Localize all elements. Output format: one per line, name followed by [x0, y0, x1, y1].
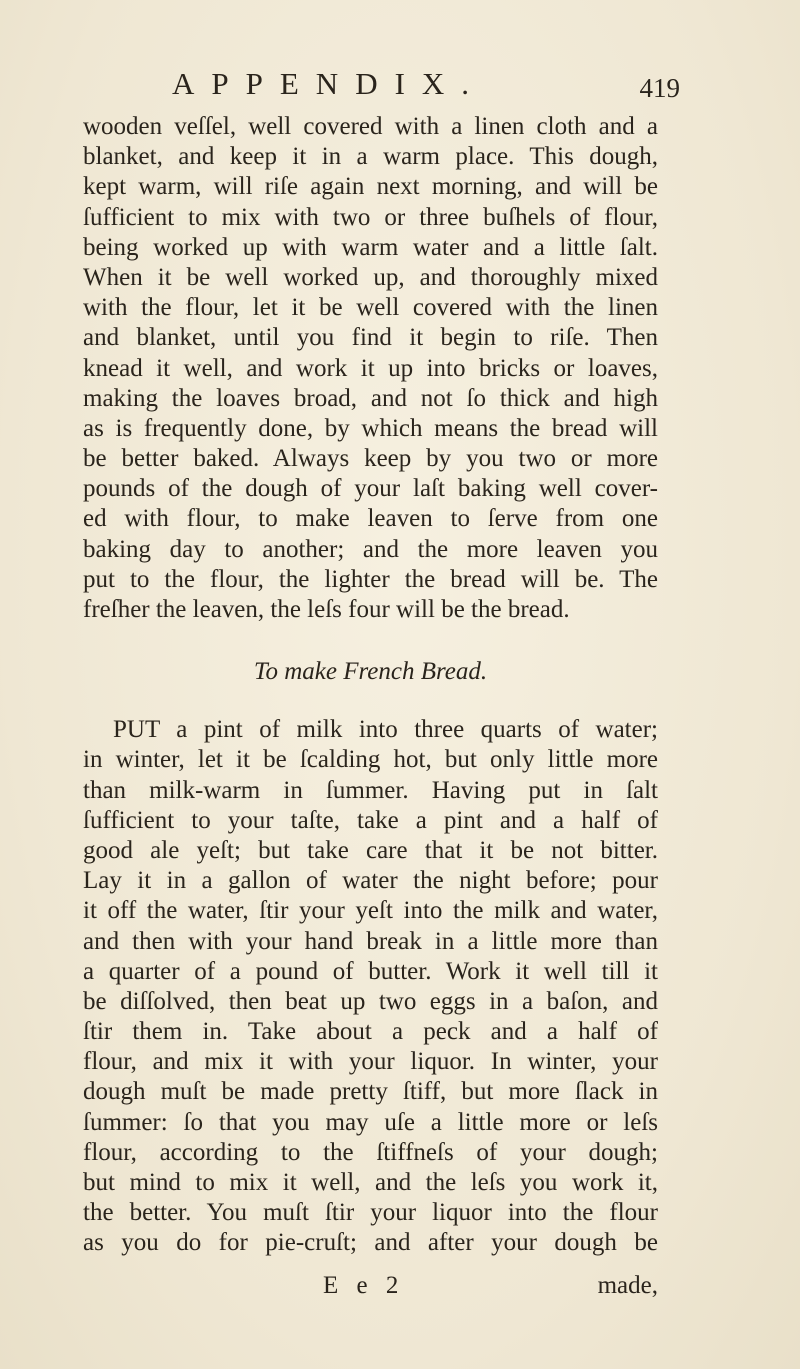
signature-mark: E e 2 [323, 1272, 405, 1299]
text-line: ed with flour, to make leaven to ſerve from one [83, 505, 658, 533]
text-line: good ale yeſt; but take care that it be not bitter. [83, 836, 658, 864]
text-line: as is frequently done, by which means the bread will [83, 414, 658, 442]
text-line: Lay it in a gallon of water the night before; pour [83, 867, 658, 895]
text-line: kept warm, will riſe again next morning, and will be [83, 173, 658, 201]
text-line: put to the flour, the lighter the bread will be. The [83, 565, 658, 593]
text-line: than milk-warm in ſummer. Having put in ſalt [83, 776, 658, 804]
text-line: ſummer: ſo that you may uſe a little more or leſs [83, 1108, 658, 1136]
text-line: ſufficient to your taſte, take a pint and a half of [83, 806, 658, 834]
text-line: being worked up with warm water and a little ſalt. [83, 233, 658, 261]
text-line: dough muſt be made pretty ſtiff, but more ſlack in [83, 1078, 658, 1106]
text-line: knead it well, and work it up into bricks or loaves, [83, 354, 658, 382]
catchword: made, [597, 1272, 658, 1299]
text-line: freſher the leaven, the leſs four will be the bread. [83, 596, 570, 623]
text-line: When it be well worked up, and thoroughly mixed [83, 263, 658, 291]
text-line: be diſſolved, then beat up two eggs in a baſon, and [83, 987, 658, 1015]
text-line: blanket, and keep it in a warm place. This dough, [83, 143, 658, 171]
text-line: baking day to another; and the more leaven you [83, 535, 658, 563]
text-line: and blanket, until you find it begin to riſe. Then [83, 324, 658, 352]
text-line: flour, according to the ſtiffneſs of your dough; [83, 1138, 658, 1166]
text-line: but mind to mix it well, and the leſs you work it, [83, 1169, 658, 1196]
text-line: with the flour, let it be well covered with the linen [83, 294, 658, 322]
text-line: it off the water, ſtir your yeſt into the milk and water, [83, 897, 658, 925]
text-line: wooden veſſel, well covered with a linen cloth and a [83, 113, 658, 140]
text-line: ſtir them in. Take about a peck and a half of [83, 1018, 658, 1046]
section-title: To make French Bread. [253, 658, 488, 686]
text-line: the better. You muſt ſtir your liquor into the flour [83, 1199, 658, 1227]
paragraph-bread-dough [83, 112, 658, 625]
text-line: ſufficient to mix with two or three buſhels of flour, [83, 203, 658, 231]
page-number: 419 [639, 73, 680, 103]
paragraph-french-bread [83, 715, 658, 1258]
text-line: PUT a pint of milk into three quarts of water; [113, 716, 658, 744]
text-line: as you do for pie-cruſt; and after your dough be [83, 1229, 658, 1257]
text-line: in winter, let it be ſcalding hot, but only little more [83, 746, 658, 774]
text-line: be better baked. Always keep by you two or more [83, 445, 658, 473]
running-head: APPENDIX. [172, 66, 487, 101]
text-line: making the loaves broad, and not ſo thick and high [83, 384, 658, 412]
text-line: a quarter of a pound of butter. Work it well till it [83, 957, 658, 985]
page-header [160, 66, 680, 102]
text-line: and then with your hand break in a little more than [83, 927, 658, 955]
page-footer [83, 1271, 658, 1301]
text-line: pounds of the dough of your laſt baking well cover- [83, 475, 658, 503]
page-body [83, 112, 658, 1259]
text-line: flour, and mix it with your liquor. In winter, your [83, 1048, 658, 1076]
